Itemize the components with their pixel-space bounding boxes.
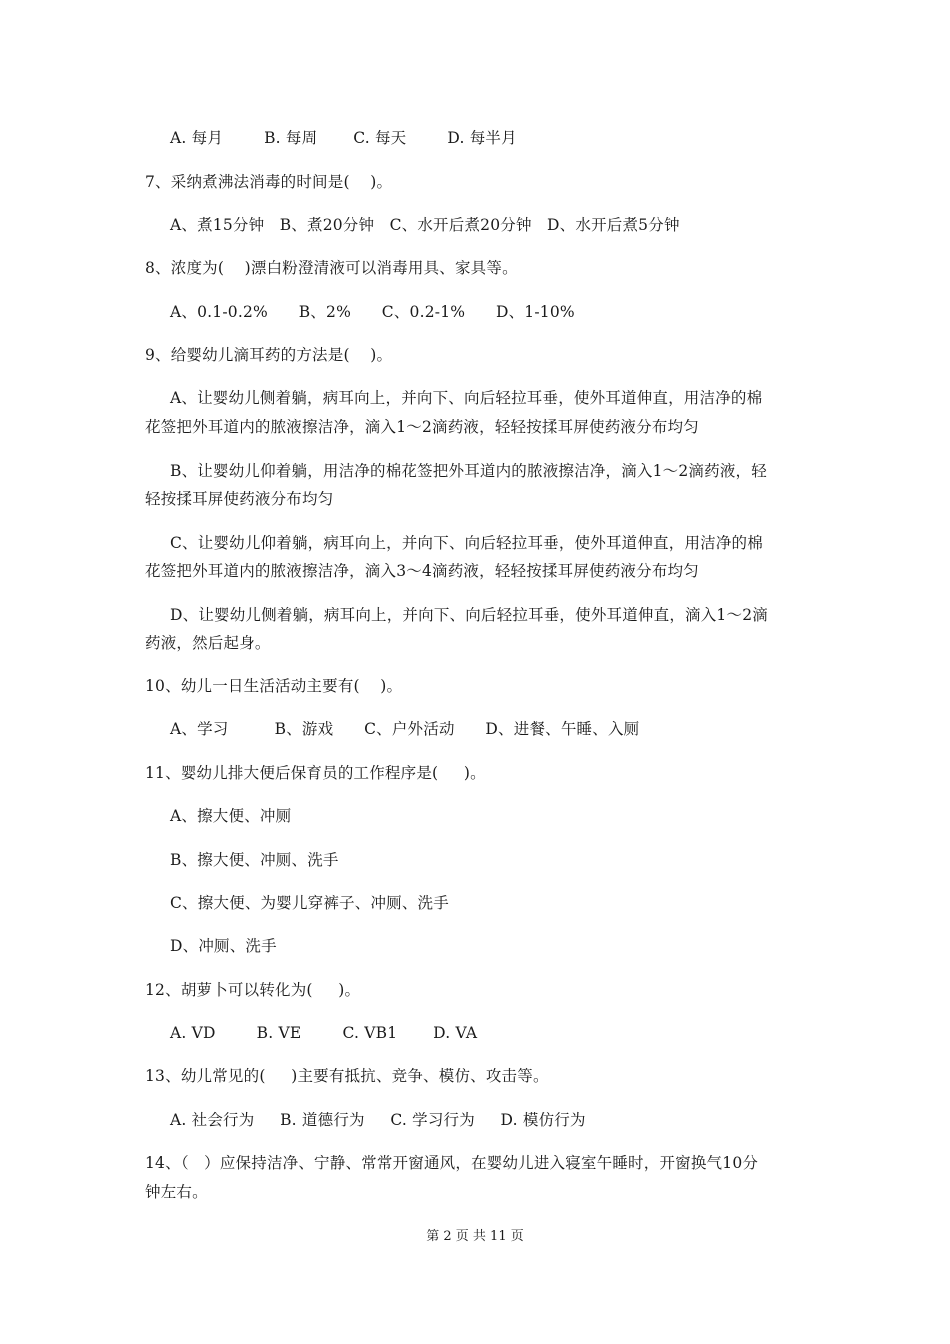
question-10: 10、幼儿一日生活活动主要有( )。	[145, 677, 403, 695]
question-14-line1: 14、（ ）应保持洁净、宁静、常常开窗通风，在婴幼儿进入寝室午睡时，开窗换气10分	[145, 1154, 759, 1172]
question-7-options: A、煮15分钟 B、煮20分钟 C、水开后煮20分钟 D、水开后煮5分钟	[170, 216, 680, 234]
question-11-option-d: D、冲厕、洗手	[170, 937, 277, 955]
question-14-line2: 钟左右。	[145, 1183, 208, 1201]
question-7: 7、采纳煮沸法消毒的时间是( )。	[145, 173, 393, 191]
prev-question-options: A. 每月 B. 每周 C. 每天 D. 每半月	[170, 129, 517, 147]
question-9: 9、给婴幼儿滴耳药的方法是( )。	[145, 346, 393, 364]
question-9-option-c-line2: 花签把外耳道内的脓液擦洁净，滴入3～4滴药液，轻轻按揉耳屏使药液分布均匀	[145, 562, 699, 580]
question-9-option-c-line1: C、让婴幼儿仰着躺，病耳向上，并向下、向后轻拉耳垂，使外耳道伸直，用洁净的棉	[170, 534, 763, 552]
question-10-options: A、学习 B、游戏 C、户外活动 D、进餐、午睡、入厕	[170, 720, 640, 738]
question-9-option-b-line2: 轻按揉耳屏使药液分布均匀	[145, 490, 334, 508]
question-11-option-a: A、擦大便、冲厕	[170, 807, 292, 825]
question-9-option-d-line1: D、让婴幼儿侧着躺，病耳向上，并向下、向后轻拉耳垂，使外耳道伸直，滴入1～2滴	[170, 606, 768, 624]
question-8-options: A、0.1-0.2% B、2% C、0.2-1% D、1-10%	[170, 303, 575, 321]
question-9-option-a-line1: A、让婴幼儿侧着躺，病耳向上，并向下、向后轻拉耳垂，使外耳道伸直，用洁净的棉	[170, 389, 763, 407]
question-12-options: A. VD B. VE C. VB1 D. VA	[170, 1024, 478, 1042]
question-9-option-a-line2: 花签把外耳道内的脓液擦洁净，滴入1～2滴药液，轻轻按揉耳屏使药液分布均匀	[145, 418, 699, 436]
question-11: 11、婴幼儿排大便后保育员的工作程序是( )。	[145, 764, 486, 782]
question-13: 13、幼儿常见的( )主要有抵抗、竞争、模仿、攻击等。	[145, 1067, 549, 1085]
question-9-option-b-line1: B、让婴幼儿仰着躺，用洁净的棉花签把外耳道内的脓液擦洁净，滴入1～2滴药液，轻	[170, 462, 767, 480]
question-11-option-b: B、擦大便、冲厕、洗手	[170, 851, 339, 869]
question-12: 12、胡萝卜可以转化为( )。	[145, 981, 361, 999]
question-9-option-d-line2: 药液，然后起身。	[145, 634, 271, 652]
question-11-option-c: C、擦大便、为婴儿穿裤子、冲厕、洗手	[170, 894, 449, 912]
question-8: 8、浓度为( )漂白粉澄清液可以消毒用具、家具等。	[145, 259, 518, 277]
page-number-footer: 第 2 页 共 11 页	[426, 1229, 524, 1244]
question-13-options: A. 社会行为 B. 道德行为 C. 学习行为 D. 模仿行为	[170, 1111, 586, 1129]
